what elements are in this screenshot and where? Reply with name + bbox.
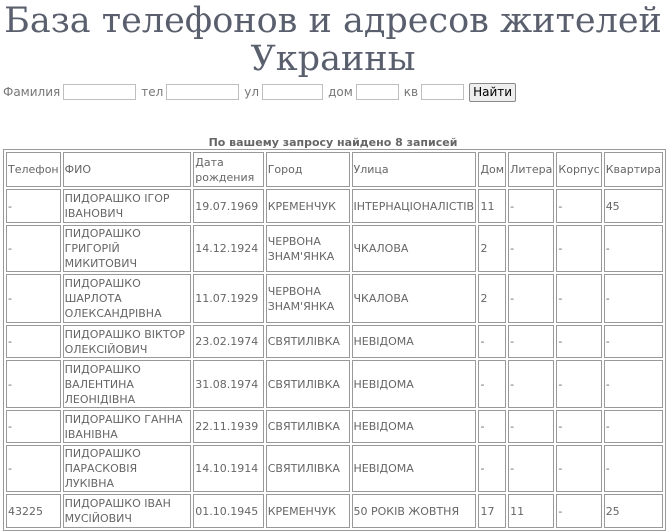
cell-house: -: [478, 325, 506, 358]
cell-phone: -: [6, 274, 61, 323]
col-header-building: Корпус: [556, 152, 601, 187]
cell-street: НЕВІДОМА: [352, 325, 477, 358]
cell-birthdate: 11.07.1929: [193, 274, 263, 323]
col-header-street: Улица: [352, 152, 477, 187]
cell-letter: 11: [508, 494, 554, 528]
cell-phone: -: [6, 445, 61, 492]
cell-apartment: 45: [604, 189, 663, 223]
cell-building: -: [556, 225, 601, 272]
cell-street: НЕВІДОМА: [352, 360, 477, 408]
cell-birthdate: 31.08.1974: [193, 360, 263, 408]
table-header-row: [6, 152, 663, 187]
cell-phone: -: [6, 360, 61, 408]
page-title-line1: База телефонов и адресов жителей: [4, 1, 662, 41]
col-header-city: Город: [266, 152, 350, 187]
cell-letter: -: [508, 225, 554, 272]
surname-label: Фамилия: [3, 85, 61, 99]
cell-house: 17: [478, 494, 506, 528]
cell-building: -: [556, 410, 601, 443]
table-row: [6, 189, 663, 223]
cell-name: ПИДОРАШКО ВІКТОР ОЛЕКСІЙОВИЧ: [63, 325, 192, 358]
cell-city: ЧЕРВОНА ЗНАМ'ЯНКА: [266, 225, 350, 272]
surname-input[interactable]: [63, 84, 136, 100]
cell-apartment: -: [604, 445, 663, 492]
cell-apartment: 25: [604, 494, 663, 528]
search-form: [3, 82, 516, 102]
cell-letter: -: [508, 274, 554, 323]
cell-city: СВЯТИЛІВКА: [266, 410, 350, 443]
cell-street: ІНТЕРНАЦІОНАЛІСТІВ: [352, 189, 477, 223]
street-input[interactable]: [262, 84, 323, 100]
cell-city: КРЕМЕНЧУК: [266, 494, 350, 528]
table-row: [6, 325, 663, 358]
page-title-line2: Украины: [250, 39, 416, 79]
cell-street: ЧКАЛОВА: [352, 274, 477, 323]
cell-name: ПИДОРАШКО ШАРЛОТА ОЛЕКСАНДРІВНА: [63, 274, 192, 323]
table-row: [6, 360, 663, 408]
street-label: ул: [244, 85, 260, 99]
cell-apartment: -: [604, 360, 663, 408]
cell-name: ПИДОРАШКО ІГОР ІВАНОВИЧ: [63, 189, 192, 223]
cell-phone: 43225: [6, 494, 61, 528]
cell-house: -: [478, 410, 506, 443]
search-button[interactable]: Найти: [469, 83, 516, 102]
house-label: дом: [328, 85, 353, 99]
cell-apartment: -: [604, 325, 663, 358]
cell-house: -: [478, 360, 506, 408]
cell-house: 2: [478, 225, 506, 272]
cell-building: -: [556, 360, 601, 408]
results-table: [3, 149, 666, 531]
cell-birthdate: 22.11.1939: [193, 410, 263, 443]
result-count: По вашему запросу найдено 8 записей: [208, 136, 458, 149]
cell-city: СВЯТИЛІВКА: [266, 360, 350, 408]
col-header-birthdate: Дата рождения: [193, 152, 263, 187]
cell-letter: -: [508, 189, 554, 223]
col-header-letter: Литера: [508, 152, 554, 187]
phone-input[interactable]: [166, 84, 239, 100]
cell-apartment: -: [604, 410, 663, 443]
cell-building: -: [556, 445, 601, 492]
cell-city: КРЕМЕНЧУК: [266, 189, 350, 223]
cell-name: ПИДОРАШКО ГАННА ІВАНІВНА: [63, 410, 192, 443]
cell-street: ЧКАЛОВА: [352, 225, 477, 272]
cell-phone: -: [6, 325, 61, 358]
col-header-house: Дом: [478, 152, 506, 187]
cell-apartment: -: [604, 225, 663, 272]
cell-city: ЧЕРВОНА ЗНАМ'ЯНКА: [266, 274, 350, 323]
cell-street: НЕВІДОМА: [352, 445, 477, 492]
cell-building: -: [556, 274, 601, 323]
cell-building: -: [556, 494, 601, 528]
cell-birthdate: 23.02.1974: [193, 325, 263, 358]
cell-phone: -: [6, 410, 61, 443]
cell-phone: -: [6, 225, 61, 272]
apartment-label: кв: [403, 85, 419, 99]
cell-birthdate: 14.12.1924: [193, 225, 263, 272]
table-row: [6, 445, 663, 492]
cell-name: ПИДОРАШКО ПАРАСКОВІЯ ЛУКІВНА: [63, 445, 192, 492]
col-header-name: ФИО: [63, 152, 192, 187]
cell-letter: -: [508, 410, 554, 443]
cell-name: ПИДОРАШКО ВАЛЕНТИНА ЛЕОНІДІВНА: [63, 360, 192, 408]
cell-birthdate: 14.10.1914: [193, 445, 263, 492]
cell-building: -: [556, 325, 601, 358]
house-input[interactable]: [356, 84, 399, 100]
cell-street: НЕВІДОМА: [352, 410, 477, 443]
col-header-phone: Телефон: [6, 152, 61, 187]
cell-house: 2: [478, 274, 506, 323]
table-row: [6, 225, 663, 272]
cell-name: ПИДОРАШКО ІВАН МУСІЙОВИЧ: [63, 494, 192, 528]
cell-apartment: -: [604, 274, 663, 323]
page-title: [0, 2, 666, 78]
table-row: [6, 494, 663, 528]
cell-house: 11: [478, 189, 506, 223]
phone-label: тел: [141, 85, 164, 99]
cell-letter: -: [508, 360, 554, 408]
cell-birthdate: 19.07.1969: [193, 189, 263, 223]
cell-phone: -: [6, 189, 61, 223]
apartment-input[interactable]: [421, 84, 464, 100]
col-header-apartment: Квартира: [604, 152, 663, 187]
cell-letter: -: [508, 445, 554, 492]
cell-letter: -: [508, 325, 554, 358]
cell-house: -: [478, 445, 506, 492]
cell-birthdate: 01.10.1945: [193, 494, 263, 528]
cell-street: 50 РОКІВ ЖОВТНЯ: [352, 494, 477, 528]
table-row: [6, 410, 663, 443]
cell-city: СВЯТИЛІВКА: [266, 325, 350, 358]
cell-city: СВЯТИЛІВКА: [266, 445, 350, 492]
table-row: [6, 274, 663, 323]
cell-building: -: [556, 189, 601, 223]
cell-name: ПИДОРАШКО ГРИГОРІЙ МИКИТОВИЧ: [63, 225, 192, 272]
